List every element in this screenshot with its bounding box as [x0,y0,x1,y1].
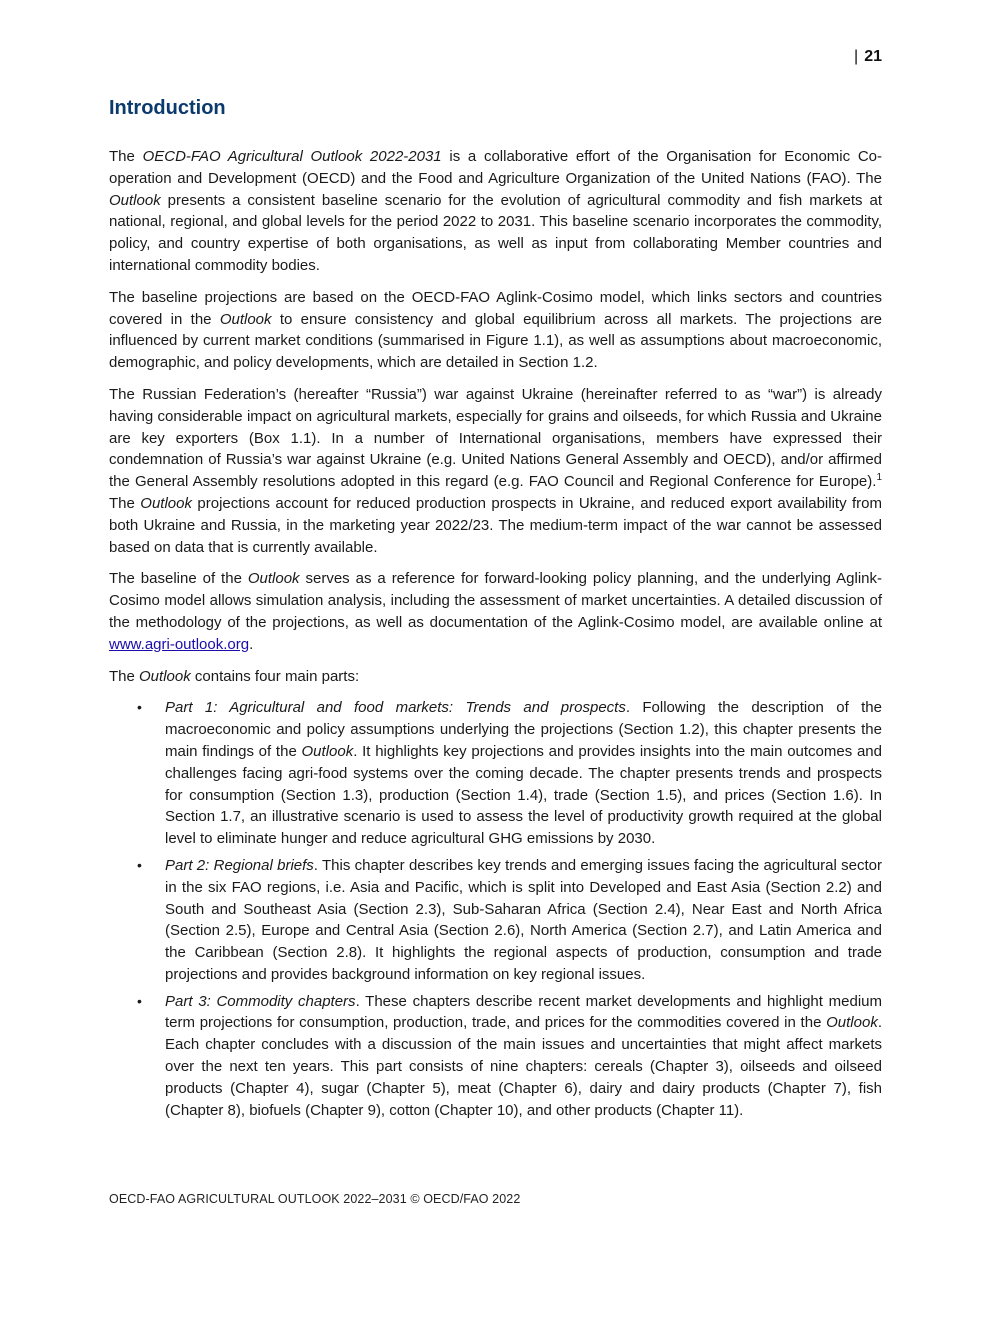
list-item-part-1 [109,697,882,850]
paragraph-5 [109,666,882,688]
list-item-part-3 [109,991,882,1122]
header-separator: | [854,48,859,65]
outlook-emphasis: Outlook [139,667,191,685]
list-item-part-2 [109,855,882,986]
text: to ensure consistency and global equilibrium across all markets. The projections are influenced by current market conditions (summarised in Figure 1.1), as well as assumptions about macroeconomic, demographic, and policy developments, which are detailed in Section 1.2. [109,310,882,372]
text: The baseline of the [109,570,248,588]
part-title: Part 1: Agricultural and food markets: Trends and prospects [165,699,626,717]
text: is a collaborative effort of the Organisation for Economic Co-operation and Development (OECD) and the Food and Agriculture Organization of the United Nations (FAO). The [109,148,882,187]
page-number [854,48,882,66]
text: presents a consistent baseline scenario for the evolution of agricultural commodity and fish markets at national, regional, and global levels for the period 2022 to 2031. This baseline scenario incorporates the commodity, policy, and country expertise of both organisations, as well as input from collaborating Member countries and international commodity bodies. [109,191,882,274]
outlook-emphasis: Outlook [140,494,192,512]
text: . Each chapter concludes with a discussion of the main issues and uncertainties that might affect markets over the next ten years. This part consists of nine chapters: cereals (Chapter 3), oilseeds and oilseed products (Chapter 4), sugar (Chapter 5), meat (Chapter 6), dairy and dairy products (Chapter 7), fish (Chapter 8), biofuels (Chapter 9), cotton (Chapter 10), and other products (Chapter 11). [165,1014,882,1119]
parts-list [109,697,882,1121]
bullet-icon: • [137,699,142,716]
text: . Following the description of the macroeconomic and policy assumptions underlying the projections (Section 1.2), this chapter presents the main findings of the [165,699,882,760]
bullet-icon: • [137,856,142,873]
outlook-emphasis: Outlook [247,570,300,588]
text: . These chapters describe recent market developments and highlight medium term projections for consumption, production, trade, and prices for the commodities covered in the [165,992,883,1032]
text: The [109,667,140,685]
outlook-emphasis: Outlook [109,191,161,209]
outlook-emphasis: Outlook [826,1014,878,1032]
paragraph-4 [109,568,882,655]
text: The [109,148,143,165]
section-heading: Introduction [109,97,226,119]
bullet-icon: • [137,992,142,1009]
outlook-emphasis: Outlook [301,742,354,760]
report-title: OECD-FAO Agricultural Outlook 2022-2031 [142,148,442,165]
paragraph-2 [109,287,882,374]
part-title: Part 2: Regional briefs [165,856,314,874]
text: serves as a reference for forward-looking policy planning, and the underlying Aglink-Cosimo model allows simulation analysis, including the assessment of market uncertainties. A detailed discussion of the methodology of the projections, as well as documentation of the Aglink-Cosimo model, are available online at [109,570,882,631]
footnote-marker[interactable]: 1 [876,472,882,484]
text: projections account for reduced production prospects in Ukraine, and reduced export availability from both Ukraine and Russia, in the marketing year 2022/23. The medium-term impact of the war cannot be assessed based on data that is currently available. [109,494,883,556]
text: . [249,635,254,653]
text: The [109,494,141,512]
agri-outlook-link[interactable]: www.agri-outlook.org [109,635,250,653]
paragraph-1 [109,146,882,277]
outlook-emphasis: Outlook [219,310,272,328]
text: The baseline projections are based on the OECD-FAO Aglink-Cosimo model, which links sectors and countries covered in the [109,288,882,328]
part-title: Part 3: Commodity chapters [165,992,356,1010]
text: . It highlights key projections and provides insights into the main outcomes and challenges facing agri-food systems over the coming decade. The chapter presents trends and prospects for consumption (Section 1.3), production (Section 1.4), trade (Section 1.5), and prices (Section 1.6). In Section 1.7, an illustrative scenario is used to assess the level of productivity growth required at the global level to eliminate hunger and reduce agricultural GHG emissions by 2030. [165,742,882,848]
text: contains four main parts: [190,667,360,685]
page-content [109,94,882,1126]
text: . This chapter describes key trends and emerging issues facing the agricultural sector in the six FAO regions, i.e. Asia and Pacific, which is split into Developed and East Asia (Section 2.2) and South and Southeast Asia (Section 2.3), Sub-Saharan Africa (Section 2.4), Near East and North Africa (Section 2.5), Europe and Central Asia (Section 2.6), North America (Section 2.7), and Latin America and the Caribbean (Section 2.8). It highlights the regional aspects of production, consumption and trade projections and provides background information on key regional issues. [165,856,882,983]
paragraph-3 [109,384,882,558]
page-number-value: 21 [864,48,882,65]
page-footer: OECD-FAO AGRICULTURAL OUTLOOK 2022–2031 © OECD/FAO 2022 [109,1192,521,1206]
text: The Russian Federation’s (hereafter “Russia”) war against Ukraine (hereinafter referred to as “war”) is already having considerable impact on agricultural markets, especially for grains and oilseeds, for which Russia and Ukraine are key exporters (Box 1.1). In a number of International organisations, members have expressed their condemnation of Russia’s war against Ukraine (e.g. United Nations General Assembly and OECD), and/or affirmed the General Assembly resolutions adopted in this regard (e.g. FAO Council and Regional Conference for Europe). [109,385,882,491]
